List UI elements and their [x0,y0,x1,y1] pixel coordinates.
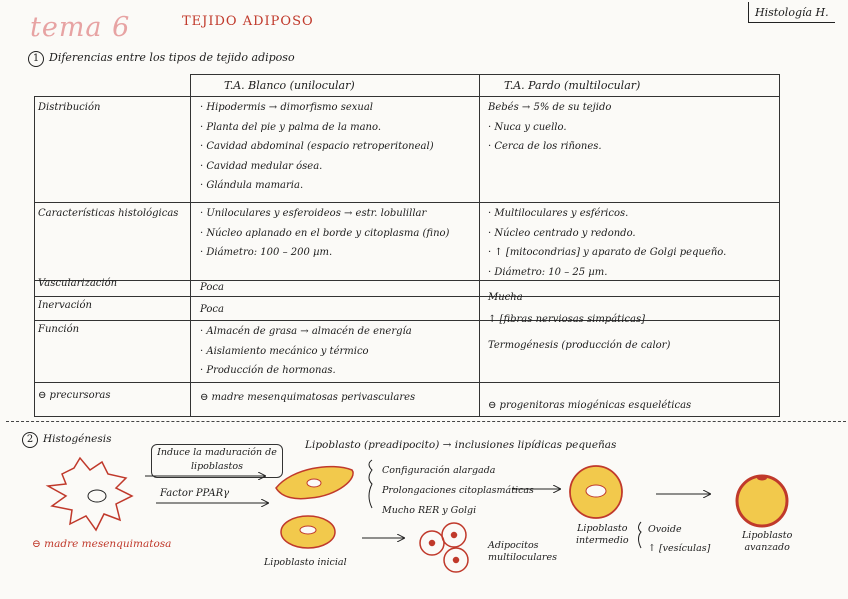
label-line: intermedio [576,535,629,546]
column-header-white: T.A. Blanco (unilocular) [224,79,355,92]
label-line: Lipoblasto [742,530,793,541]
label-line: multiloculares [488,552,557,563]
white-cell: ⊖ madre mesenquimatosas perivasculares [200,392,416,403]
cell-line: · Hipodermis → dimorfismo sexual [200,102,374,113]
initial-lipoblast-nucleus [300,526,316,534]
cell-line: · Cavidad medular ósea. [200,160,323,172]
intermediate-lipoblast-nucleus [586,485,606,497]
section-1-number: 1 [28,51,44,67]
cell-line: · Cerca de los riñones. [488,141,602,152]
stem-cell-nucleus [88,490,106,502]
cell-line: · Diámetro: 10 – 25 µm. [488,266,608,278]
label-line: avanzado [744,542,790,553]
page-title: tema 6 [30,12,131,43]
feature-item: Mucho RER y Golgi [382,505,477,516]
intermediate-brace [639,522,642,548]
brown-cell: Termogénesis (producción de calor) [488,340,671,351]
initial-lipoblast-label: Lipoblasto inicial [264,557,347,568]
white-cell: Poca [200,282,224,293]
features-brace [369,460,372,508]
stem-cell-shape [48,458,132,530]
feature-item: ↑ [vesículas] [648,543,711,554]
white-cell: Poca [200,304,224,315]
cell-line: · Glándula mamaria. [200,180,304,191]
brown-cell: Mucha [488,292,523,303]
cell-line: · Nuca y cuello. [488,121,567,133]
cell-line: · Multiloculares y esféricos. [488,208,629,219]
row-label: Distribución [38,102,101,113]
preadipocyte-title: Lipoblasto (preadipocito) → inclusiones lipídicas pequeñas [305,439,617,451]
row-label: Inervación [38,300,92,311]
cell-line: Bebés → 5% de su tejido [488,102,612,113]
row-label: Función [38,324,80,335]
preadipocyte-nucleus [307,479,321,487]
feature-item: Prolongaciones citoplasmáticas [382,485,534,496]
cell-line: · Almacén de grasa → almacén de energía [200,326,412,337]
cell-line: · Producción de hormonas. [200,365,336,376]
feature-item: Configuración alargada [382,465,496,476]
cell-line: · ↑ [mitocondrias] y aparato de Golgi pequeño. [488,247,727,258]
section-2-number: 2 [22,432,38,448]
row-label: ⊖ precursoras [38,390,111,401]
cell-line: · Cavidad abdominal (espacio retroperitoneal) [200,141,434,152]
cell-line: · Núcleo centrado y redondo. [488,227,636,239]
label-line: Adipocitos [488,540,539,551]
section-2-title: Histogénesis [43,433,112,445]
row-label: Vascularización [38,278,118,289]
brown-cell: ↑ [fibras nerviosas simpáticas] [488,314,645,325]
cell-line: · Planta del pie y palma de la mano. [200,121,381,133]
advanced-lipoblast-nucleus [757,476,767,481]
cell-line: · Núcleo aplanado en el borde y citoplasma (fino) [200,227,450,239]
advanced-lipoblast-cell [737,476,787,526]
row-label: Características histológicas [38,208,179,219]
page-subtitle: TEJIDO ADIPOSO [182,14,314,29]
column-header-brown: T.A. Pardo (multilocular) [504,79,641,92]
feature-item: Ovoide [648,524,682,535]
cell-line: · Uniloculares y esferoideos → estr. lobulillar [200,208,427,219]
subject-label: Histología H. [748,2,835,23]
multilocular-adipocytes [420,523,468,572]
factor-label: Factor PPARγ [160,488,230,499]
cell-line: · Diámetro: 100 – 200 µm. [200,247,333,258]
brown-cell: ⊖ progenitoras miogénicas esqueléticas [488,400,692,411]
section-1-title: Diferencias entre los tipos de tejido adiposo [49,51,295,64]
induce-note-box: Induce la maduración de lipoblastos [151,444,283,478]
label-line: Lipoblasto [577,523,628,534]
stem-cell-label: ⊖ madre mesenquimatosa [32,538,172,550]
cell-line: · Aislamiento mecánico y térmico [200,345,369,357]
